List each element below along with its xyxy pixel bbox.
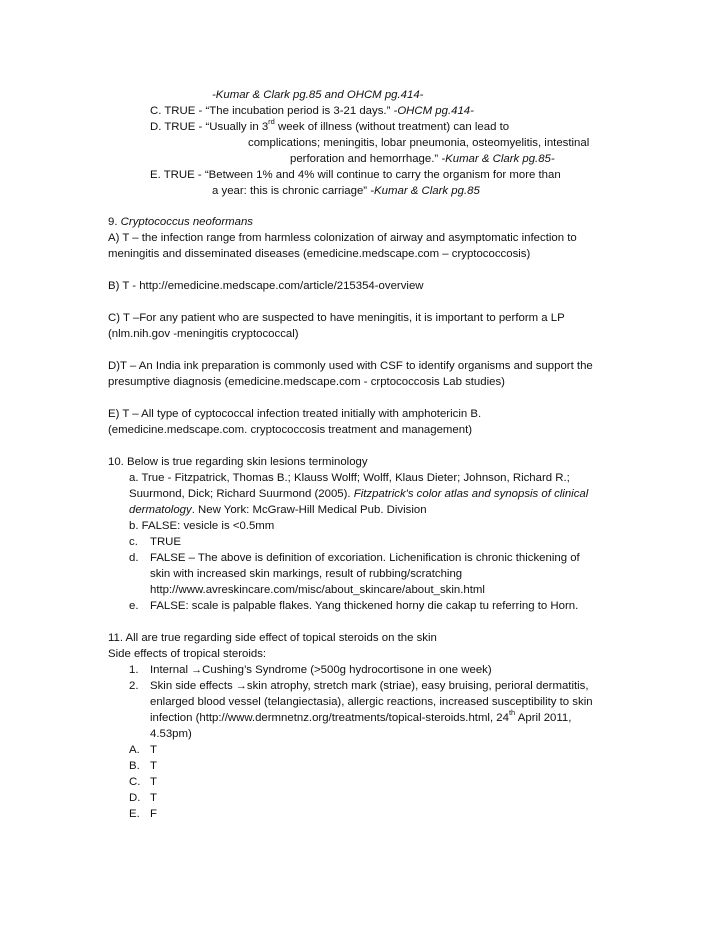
- answer-letter: C.: [129, 776, 141, 788]
- right-arrow-icon: →: [235, 680, 247, 692]
- q9-d-line-1: D)T – An India ink preparation is commonly used with CSF to identify organisms and support the: [108, 360, 593, 372]
- option-d-line-2: complications; meningitis, lobar pneumonia, osteomyelitis, intestinal: [248, 137, 590, 149]
- option-e-line-1: E. TRUE - “Between 1% and 4% will continue to carry the organism for more than: [150, 169, 561, 181]
- q11-item-2-line-2: enlarged blood vessel (telangiectasia), allergic reactions, increased susceptibility to skin: [150, 696, 593, 708]
- option-c-line: C. TRUE - “The incubation period is 3-21 days.” -OHCM pg.414-: [150, 105, 474, 117]
- answer-letter: A.: [129, 744, 140, 756]
- q9-e-line-2: (emedicine.medscape.com. cryptococcosis treatment and management): [108, 424, 473, 436]
- q9-e-line-1: E) T – All type of cyptococcal infection treated initially with amphotericin B.: [108, 408, 482, 420]
- reference-line: -Kumar & Clark pg.85 and OHCM pg.414-: [212, 89, 424, 101]
- right-arrow-icon: →: [191, 664, 203, 676]
- q9-a-line-2: meningitis and disseminated diseases (emedicine.medscape.com – cryptococcosis): [108, 248, 531, 260]
- q10-d-line-3: http://www.avreskincare.com/misc/about_skincare/about_skin.html: [150, 584, 485, 596]
- option-d-line-1: D. TRUE - “Usually in 3rd week of illness (without treatment) can lead to: [150, 117, 510, 133]
- answer-letter: D.: [129, 792, 141, 804]
- q11-item-2-line-1: Skin side effects →skin atrophy, stretch mark (striae), easy bruising, perioral dermatitis,: [150, 680, 589, 692]
- q10-c-marker: c.: [129, 536, 138, 548]
- q11-item-1-marker: 1.: [129, 664, 139, 676]
- answer-value: T: [150, 760, 157, 772]
- q10-d-marker: d.: [129, 552, 139, 564]
- q9-a-line-1: A) T – the infection range from harmless colonization of airway and asymptomatic infection to: [108, 232, 577, 244]
- option-e-line-2: a year: this is chronic carriage” -Kumar & Clark pg.85: [212, 185, 480, 197]
- answer-value: T: [150, 792, 157, 804]
- option-d-line-3: perforation and hemorrhage.” -Kumar & Clark pg.85-: [290, 153, 555, 165]
- q9-b-line: B) T - http://emedicine.medscape.com/article/215354-overview: [108, 280, 424, 292]
- answer-letter: B.: [129, 760, 140, 772]
- q10-e-marker: e.: [129, 600, 139, 612]
- q10-b-line: b. FALSE: vesicle is <0.5mm: [129, 520, 275, 532]
- q10-c-line: TRUE: [150, 536, 182, 548]
- q10-heading: 10. Below is true regarding skin lesions terminology: [108, 456, 368, 468]
- q11-item-1: Internal →Cushing’s Syndrome (>500g hydrocortisone in one week): [150, 664, 492, 676]
- q11-item-2-line-3: infection (http://www.dermnetnz.org/treatments/topical-steroids.html, 24th April 2011,: [150, 708, 572, 724]
- answer-letter: E.: [129, 808, 140, 820]
- q10-a-line-2: Suurmond, Dick; Richard Suurmond (2005). Fitzpatrick's color atlas and synopsis of clinical: [129, 488, 589, 500]
- answer-value: F: [150, 808, 157, 820]
- q9-heading: 9. Cryptococcus neoformans: [108, 216, 253, 228]
- q11-subheading: Side effects of tropical steroids:: [108, 648, 267, 660]
- q11-item-2-line-4: 4.53pm): [150, 728, 192, 740]
- q11-item-2-marker: 2.: [129, 680, 139, 692]
- q10-a-line-1: a. True - Fitzpatrick, Thomas B.; Klauss Wolff; Wolff, Klaus Dieter; Johnson, Richard R.;: [129, 472, 570, 484]
- q11-heading: 11. All are true regarding side effect of topical steroids on the skin: [108, 632, 437, 644]
- answer-value: T: [150, 776, 157, 788]
- q10-d-line-1: FALSE – The above is definition of excoriation. Lichenification is chronic thickening of: [150, 552, 580, 564]
- q10-d-line-2: skin with increased skin markings, result of rubbing/scratching: [150, 568, 463, 580]
- q10-e-line: FALSE: scale is palpable flakes. Yang thickened horny die cakap tu referring to Horn.: [150, 600, 579, 612]
- answer-value: T: [150, 744, 157, 756]
- q10-a-line-3: dermatology. New York: McGraw-Hill Medical Pub. Division: [129, 504, 427, 516]
- q9-c-line-1: C) T –For any patient who are suspected to have meningitis, it is important to perform a LP: [108, 312, 565, 324]
- q9-d-line-2: presumptive diagnosis (emedicine.medscape.com - crptococcosis Lab studies): [108, 376, 505, 388]
- q9-c-line-2: (nlm.nih.gov -meningitis cryptococcal): [108, 328, 299, 340]
